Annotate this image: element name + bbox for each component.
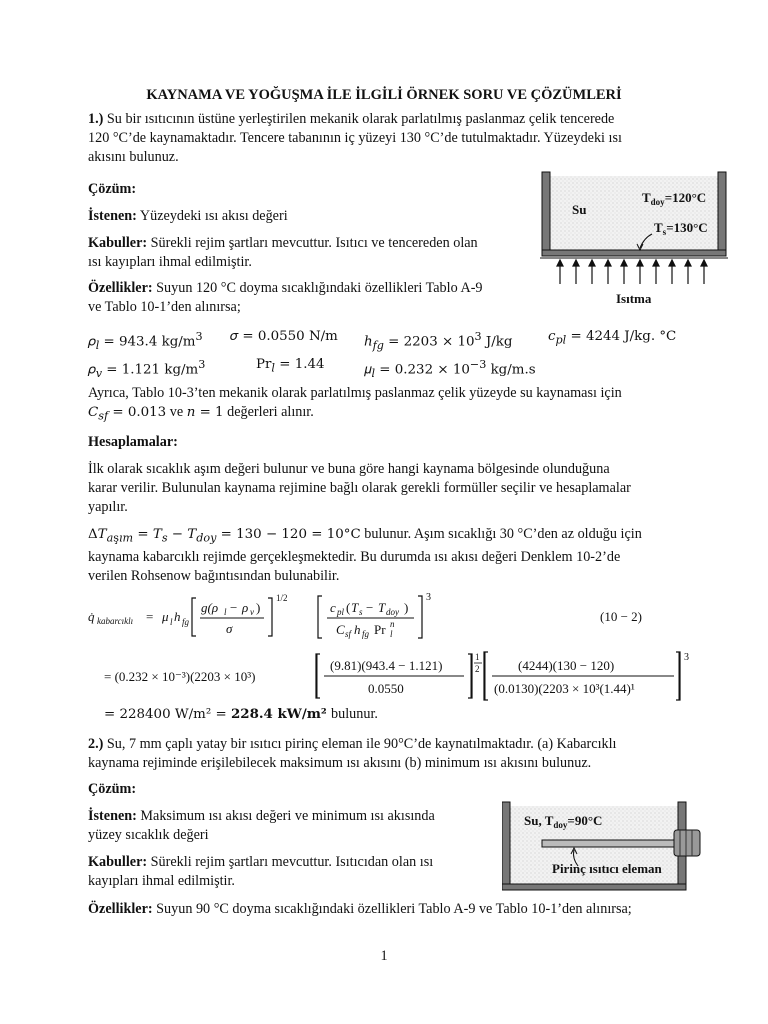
- svg-text:3: 3: [426, 592, 431, 603]
- svg-text:3: 3: [684, 652, 689, 663]
- property-hfg: ℎ$_{𝑓𝑔}$ = $2203 \times 10^3$ J/kg: [364, 330, 513, 353]
- page-title: KAYNAMA VE YOĞUŞMA İLE İLGİLİ ÖRNEK SORU VE ÇÖZÜMLERİ: [146, 87, 622, 103]
- question-2: 2.) Su, 7 mm çaplı yatay bir ısıtıcı pirinç eleman ile 90°C’de kaynatılmaktadır. (a) Kabarcıklı kaynama rejiminde erişilebilecek maksimum ısı akısını (b) minimum ısı akısını bulunuz.: [88, 736, 617, 771]
- svg-text:μ: μ: [162, 609, 169, 624]
- svg-text:s: s: [359, 607, 363, 617]
- assumptions: Kabuller: Sürekli rejim şartları mevcuttur. Isıtıcı ve tencereden olan ısı kayıpları ihmal edilmiştir.: [88, 235, 478, 270]
- pot-left-wall: [542, 172, 550, 256]
- question-1: [88, 110, 678, 167]
- svg-text:h: h: [354, 622, 361, 637]
- pot-bottom: [542, 250, 726, 256]
- requested-2: İstenen: Maksimum ısı akısı değeri ve minimum ısı akısında yüzey sıcaklık değeri: [88, 808, 435, 843]
- svg-text:σ: σ: [226, 621, 233, 636]
- calculations-intro: İlk olarak sıcaklık aşım değeri bulunur ve buna göre hangi kaynama bölgesinde olunduğuna karar verilir. Bulunulan kaynama rejimine bağlı olarak gerekli formüller seçilir ve hesaplamalar yapılır.: [88, 461, 631, 515]
- svg-text:T: T: [351, 600, 359, 615]
- svg-text:h: h: [174, 609, 181, 624]
- svg-text:Pr: Pr: [374, 622, 386, 637]
- svg-text:l: l: [170, 617, 173, 627]
- question-number: 2.): [88, 736, 104, 752]
- solution-heading-2: Çözüm:: [88, 781, 137, 797]
- page-number: 1: [380, 948, 388, 964]
- svg-text:pl: pl: [337, 607, 345, 617]
- figure-2-heater: [502, 800, 702, 892]
- calculations-heading: Hesaplamalar:: [88, 434, 178, 450]
- svg-text:l: l: [224, 607, 227, 617]
- eq-denominator-1: 0.0550: [368, 681, 404, 696]
- svg-text:): ): [404, 600, 409, 615]
- heater-connector: [674, 830, 700, 856]
- fig2-heater-label: Pirinç ısıtıcı eleman: [552, 861, 662, 876]
- property-mu: 𝜇$_𝑙$ = $0.232 \times 10^{-3}$ kg/m.s: [364, 358, 536, 381]
- eq-numerator-1: (9.81)(943.4 − 1.121): [330, 658, 443, 673]
- property-pr: $Pr_𝑙 = 1.44$: [256, 357, 325, 375]
- eq-denominator-2: (0.0130)(2203 × 10³(1.44)¹: [494, 681, 635, 696]
- equation-number: (10 − 2): [600, 609, 642, 624]
- additional-info: Ayrıca, Tablo 10-3’ten mekanik olarak parlatılmış paslanmaz çelik yüzeyde su kaynaması için 𝐶$_{𝑠𝑓}$ = 0.013 ve 𝑛 = 1 değerleri alınır.: [88, 385, 622, 423]
- fig1-heating-label: Isıtma: [616, 291, 652, 306]
- properties-2: Özellikler: Suyun 90 °C doyma sıcaklığındaki özellikleri Tablo A-9 ve Tablo 10-1’den alınırsa;: [88, 901, 632, 917]
- question-text: Su bir ısıtıcının üstüne yerleştirilen mekanik olarak parlatılmış paslanmaz çelik tencerede: [106, 111, 615, 127]
- svg-text:−: −: [366, 600, 374, 615]
- rohsenow-equation: [84, 592, 684, 642]
- svg-text:kabarcıklı: kabarcıklı: [97, 616, 134, 626]
- svg-text:C: C: [336, 622, 345, 637]
- property-rho-l: 𝜌$_𝑙$ = 943.4 $kg/m^3$: [88, 330, 203, 353]
- solution-heading: Çözüm:: [88, 181, 137, 197]
- svg-text:Su, Tdoy=90°C: Su, $T_{doy}=90^\circ C$: [524, 813, 603, 830]
- svg-text:ρ: ρ: [242, 600, 249, 615]
- property-cpl: 𝑐$_{𝑝𝑙}$ = 4244 J/kg. °C: [548, 329, 677, 347]
- svg-text:fg: fg: [182, 617, 190, 627]
- svg-text:Tdoy=120°C: $T_{doy}=120^\circ C$: [642, 190, 707, 207]
- eq-numerator-2: (4244)(130 − 120): [518, 658, 615, 673]
- property-sigma: 𝜎 = 0.0550 N/m: [230, 329, 338, 344]
- svg-text:q̇: q̇: [88, 609, 95, 624]
- heater-rod: [542, 840, 678, 847]
- svg-text:1/2: 1/2: [276, 593, 288, 603]
- properties: Özellikler: Suyun 120 °C doyma sıcaklığındaki özellikleri Tablo A-9 ve Tablo 10-1’den alınırsa;: [88, 280, 483, 315]
- result-line: = 228400 W/m² = 228.4 kW/m² bulunur.: [104, 706, 378, 722]
- svg-text:sf: sf: [345, 629, 352, 639]
- svg-text:c: c: [330, 600, 336, 615]
- svg-text:T: T: [378, 600, 386, 615]
- assumptions-2: Kabuller: Sürekli rejim şartları mevcuttur. Isıtıcıdan olan ısı kayıpları ihmal edilmiştir.: [88, 854, 434, 889]
- question-text: 120 °C’de kaynamaktadır. Tencere tabanının iç yüzeyi 130 °C’de tutulmaktadır. Yüzeydeki ısı: [88, 130, 622, 146]
- substituted-equation: [84, 648, 704, 704]
- svg-text:−: −: [230, 600, 238, 615]
- svg-text:l: l: [390, 629, 393, 639]
- figure-1-pot: [540, 170, 732, 310]
- question-text: akısını bulunuz.: [88, 149, 179, 165]
- svg-text:2: 2: [475, 664, 480, 674]
- eq-first-term: = (0.232 × 10⁻³)(2203 × 10³): [104, 669, 256, 684]
- excess-temperature: Δ𝑇$_{𝑎ş𝚤𝑚}$ = 𝑇$_𝑠$ − 𝑇$_{𝑑𝑜𝑦}$ = 130 − 120 = 10°C bulunur. Aşım sıcaklığı 30 °C’den az olduğu için kaynama kabarcıklı rejimde gerçekleşmektedir. Bu durumda ısı akısı değeri Denklem 10-2’de verilen Rohsenow bağıntısından bulunabilir.: [88, 526, 642, 584]
- property-rho-v: 𝜌$_𝑣$ = 1.121 $kg/m^3$: [88, 358, 206, 381]
- svg-text:): ): [256, 600, 261, 615]
- svg-text:n: n: [390, 619, 395, 629]
- svg-text:g(ρ: g(ρ: [201, 600, 219, 615]
- vessel-bottom: [502, 884, 686, 890]
- svg-text:=: =: [146, 609, 154, 624]
- svg-text:1: 1: [475, 652, 480, 662]
- pot-right-wall: [718, 172, 726, 256]
- svg-text:(: (: [346, 600, 351, 615]
- svg-text:fg: fg: [362, 629, 370, 639]
- svg-text:v: v: [250, 607, 254, 617]
- svg-text:Ts=130°C: $T_s=130^\circ C$: [654, 220, 708, 237]
- requested: İstenen: Yüzeydeki ısı akısı değeri: [88, 208, 288, 224]
- fig1-water-label: Su: [572, 202, 587, 217]
- vessel-left-wall: [502, 802, 510, 890]
- question-number: 1.): [88, 111, 104, 127]
- svg-text:doy: doy: [386, 607, 399, 617]
- result-value: 228.4 kW/m²: [230, 706, 327, 722]
